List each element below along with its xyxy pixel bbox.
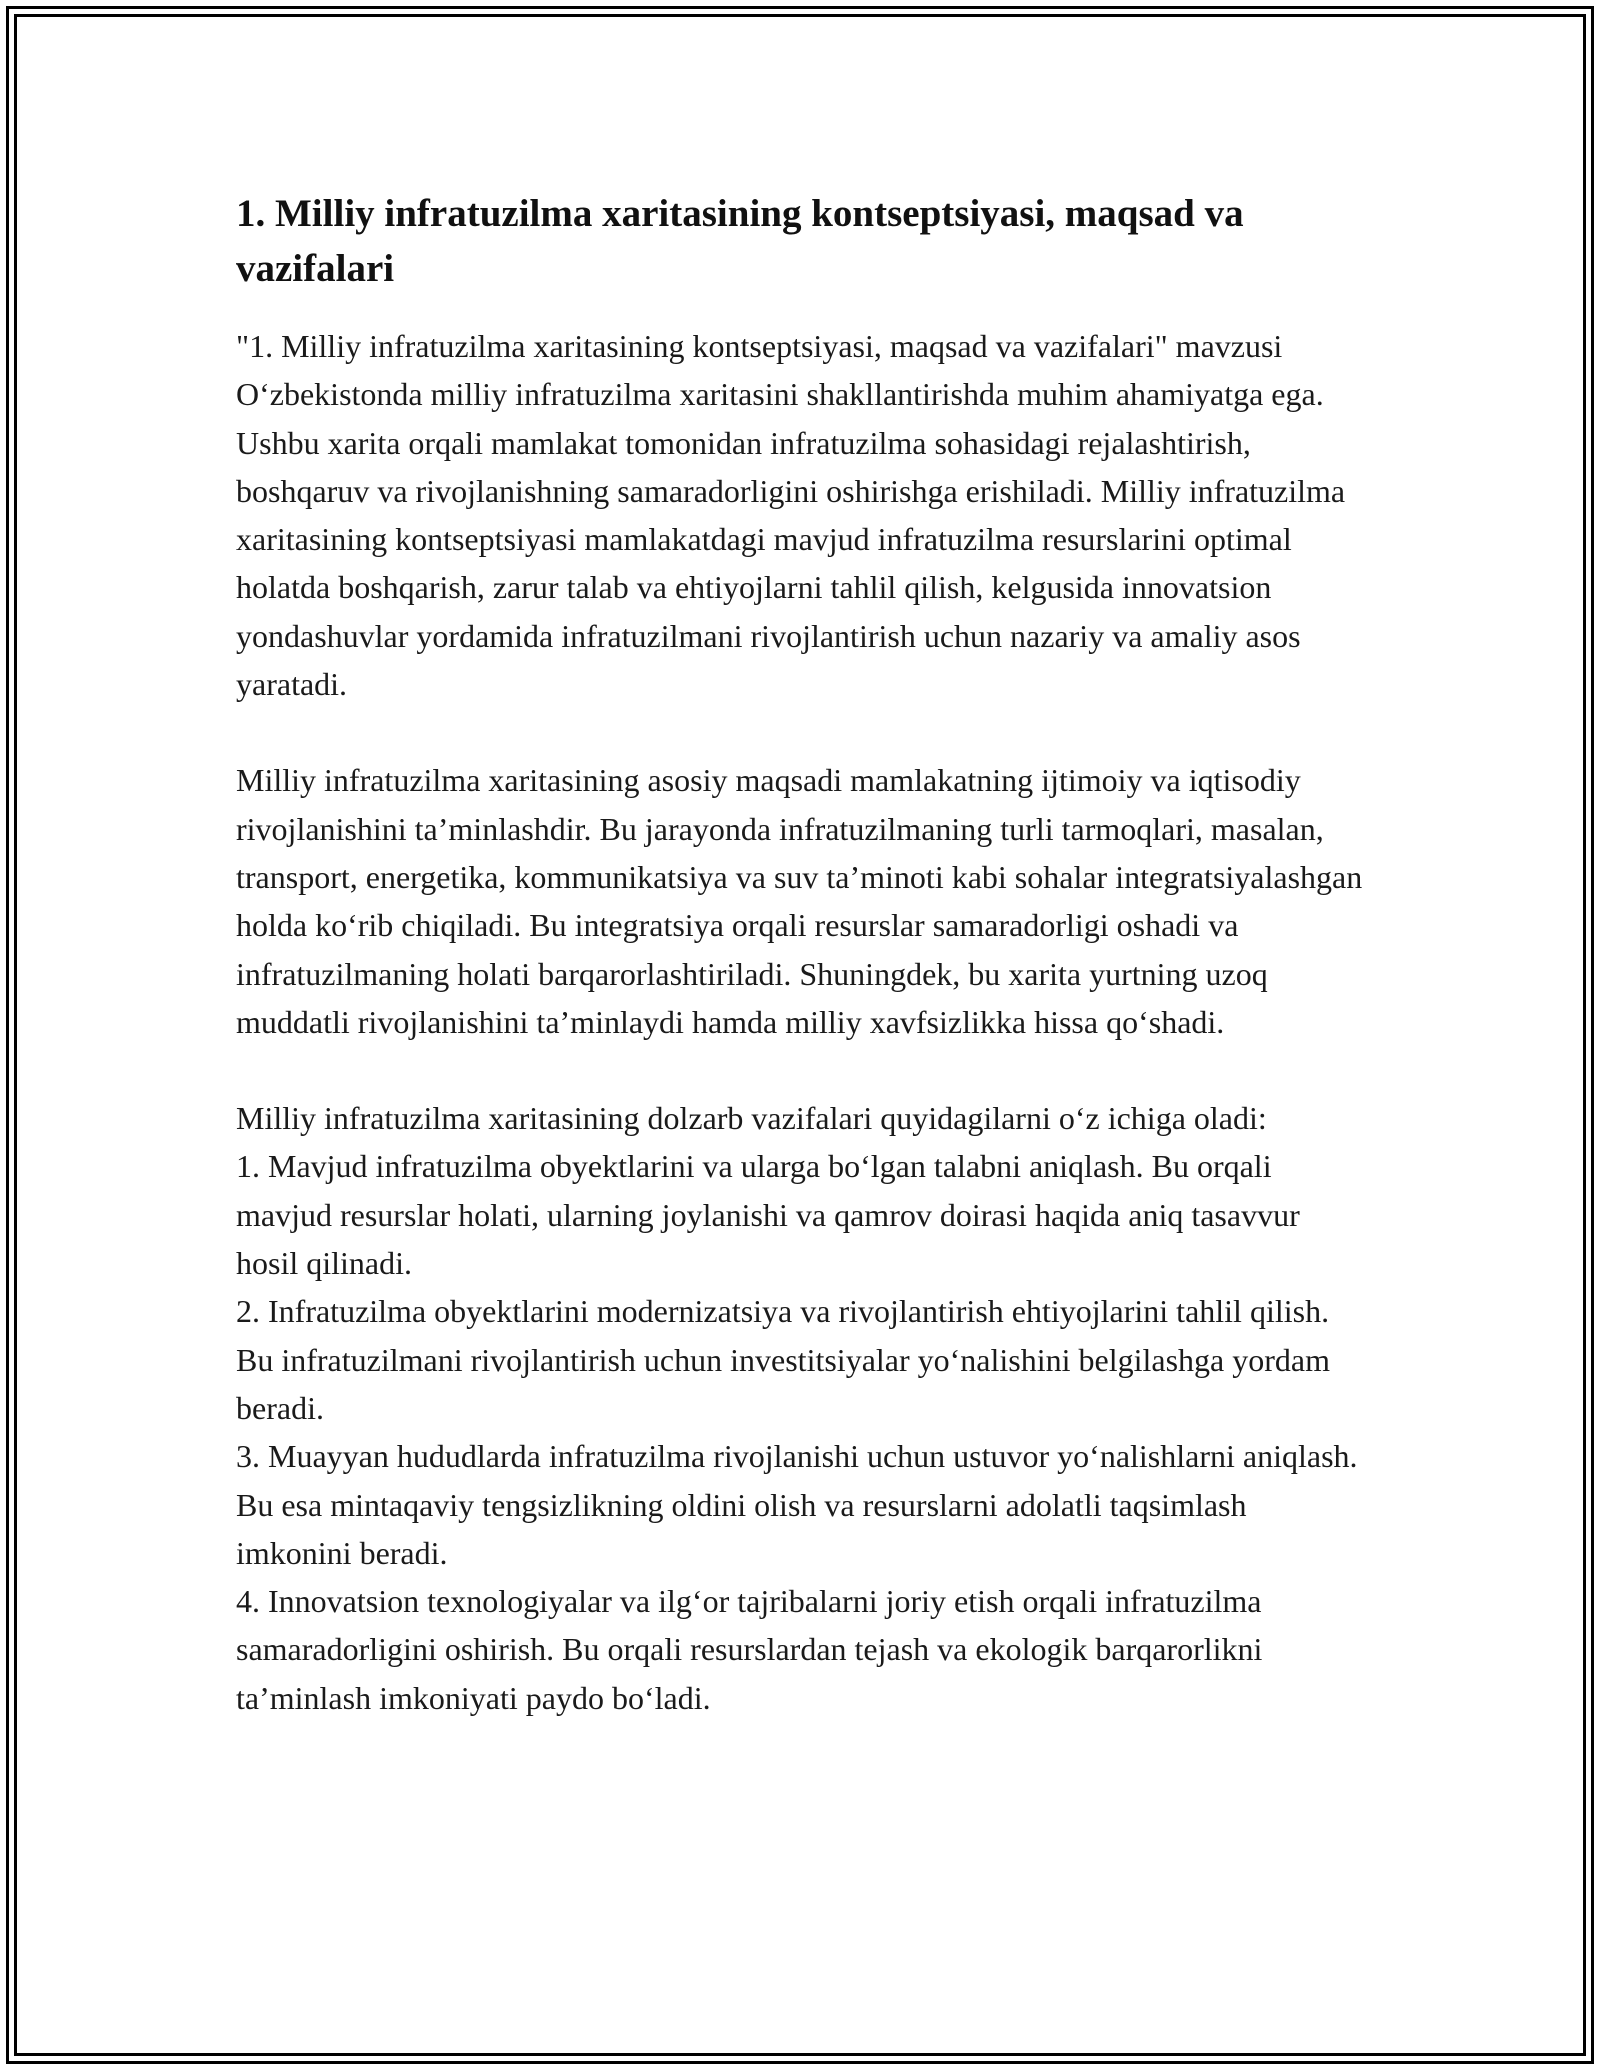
document-body xyxy=(236,186,1366,1722)
paragraph-goal: Milliy infratuzilma xaritasining asosiy maqsadi mamlakatning ijtimoiy va iqtisodiy rivojlanishini ta’minlashdir. Bu jarayonda infratuzilmaning turli tarmoqlari, masalan, transport, energetika, kommunikatsiya va suv ta’minoti kabi sohalar integratsiyalashgan holda ko‘rib chiqiladi. Bu integratsiya orqali resurslar samaradorligi oshadi va infratuzilmaning holati barqarorlashtiriladi. Shuningdek, bu xarita yurtning uzoq muddatli rivojlanishini ta’minlaydi hamda milliy xavfsizlikka hissa qo‘shadi. xyxy=(236,762,1363,1040)
tasks-intro: Milliy infratuzilma xaritasining dolzarb vazifalari quyidagilarni o‘z ichiga oladi: xyxy=(236,1100,1267,1137)
paragraph-spacer xyxy=(236,708,1366,756)
paragraph-spacer xyxy=(236,1046,1366,1094)
task-item-2: 2. Infratuzilma obyektlarini modernizatsiya va rivojlantirish ehtiyojlarini tahlil qilish. Bu infratuzilmani rivojlantirish uchun investitsiyalar yo‘nalishini belgilashga yordam beradi. xyxy=(236,1293,1330,1426)
paragraph-concept: "1. Milliy infratuzilma xaritasining kontseptsiyasi, maqsad va vazifalari" mavzusi O‘zbekistonda milliy infratuzilma xaritasini shakllantirishda muhim ahamiyatga ega. Ushbu xarita orqali mamlakat tomonidan infratuzilma sohasidagi rejalashtirish, boshqaruv va rivojlanishning samaradorligini oshirishga erishiladi. Milliy infratuzilma xaritasining kontseptsiyasi mamlakatdagi mavjud infratuzilma resurslarini optimal holatda boshqarish, zarur talab va ehtiyojlarni tahlil qilish, kelgusida innovatsion yondashuvlar yordamida infratuzilmani rivojlantirish uchun nazariy va amaliy asos yaratadi. xyxy=(236,328,1346,703)
task-item-4: 4. Innovatsion texnologiyalar va ilg‘or tajribalarni joriy etish orqali infratuzilma samaradorligini oshirish. Bu orqali resurslardan tejash va ekologik barqarorlikni ta’minlash imkoniyati paydo bo‘ladi. xyxy=(236,1583,1263,1716)
task-item-1: 1. Mavjud infratuzilma obyektlarini va ularga bo‘lgan talabni aniqlash. Bu orqali mavjud resurslar holati, ularning joylanishi va qamrov doirasi haqida aniq tasavvur hosil qilinadi. xyxy=(236,1148,1300,1282)
task-item-3: 3. Muayyan hududlarda infratuzilma rivojlanishi uchun ustuvor yo‘nalishlarni aniqlash. Bu esa mintaqaviy tengsizlikning oldini olish va resurslarni adolatli taqsimlash imkonini beradi. xyxy=(236,1438,1358,1571)
document-title: 1. Milliy infratuzilma xaritasining kontseptsiyasi, maqsad va vazifalari xyxy=(236,192,1244,290)
